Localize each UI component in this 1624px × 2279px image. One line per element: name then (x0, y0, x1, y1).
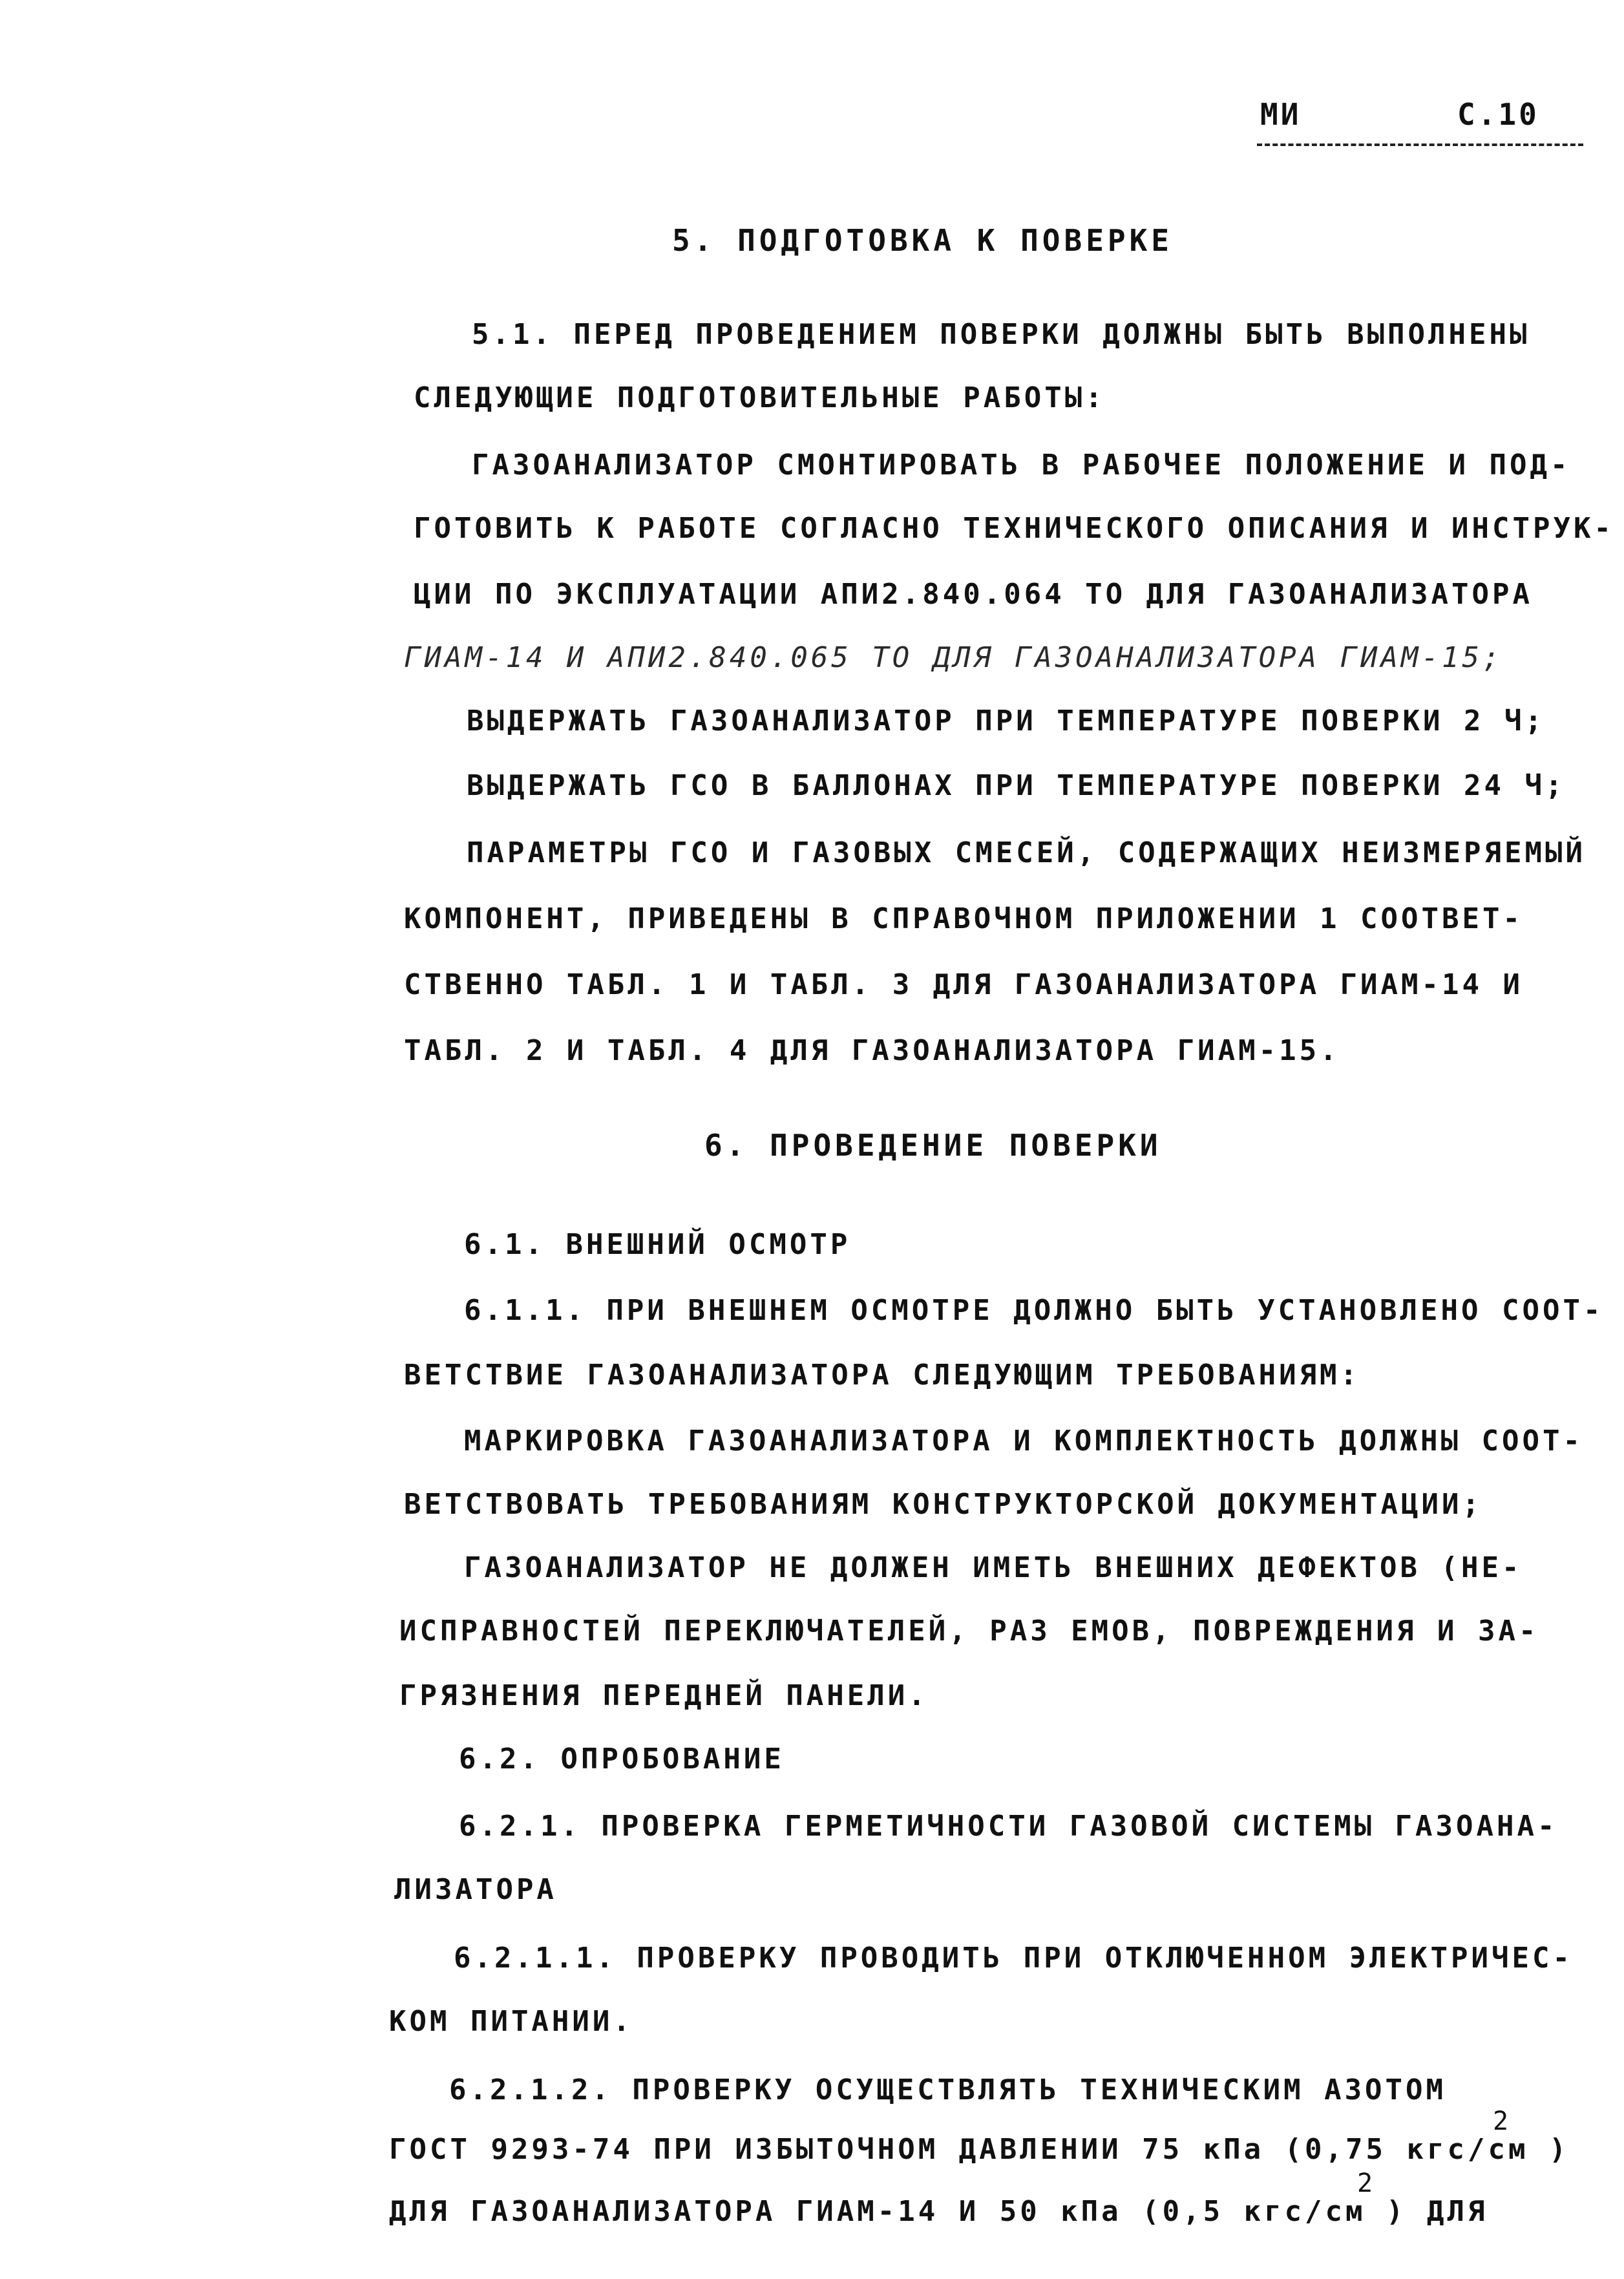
paragraph-line: ГОТОВИТЬ К РАБОТЕ СОГЛАСНО ТЕХНИЧЕСКОГО ОПИСАНИЯ И ИНСТРУК- (414, 512, 1614, 545)
paragraph-line: ИСПРАВНОСТЕЙ ПЕРЕКЛЮЧАТЕЛЕЙ, РАЗ ЕМОВ, ПОВРЕЖДЕНИЯ И ЗА- (399, 1615, 1539, 1648)
paragraph-line: ВЫДЕРЖАТЬ ГСО В БАЛЛОНАХ ПРИ ТЕМПЕРАТУРЕ ПОВЕРКИ 24 Ч; (467, 769, 1566, 802)
paragraph-line: КОМ ПИТАНИИ. (389, 2005, 633, 2038)
header-rule (1257, 143, 1583, 146)
paragraph-line: ГОСТ 9293-74 ПРИ ИЗБЫТОЧНОМ ДАВЛЕНИИ 75 кПа (0,75 кгс/см ) (389, 2133, 1570, 2166)
paragraph-line: СТВЕННО ТАБЛ. 1 И ТАБЛ. 3 ДЛЯ ГАЗОАНАЛИЗАТОРА ГИАМ-14 И (404, 968, 1523, 1001)
paragraph-line: 6.1. ВНЕШНИЙ ОСМОТР (464, 1228, 851, 1261)
paragraph-line: ВЕТСТВИЕ ГАЗОАНАЛИЗАТОРА СЛЕДУЮЩИМ ТРЕБОВАНИЯМ: (404, 1359, 1361, 1392)
paragraph-line: ПАРАМЕТРЫ ГСО И ГАЗОВЫХ СМЕСЕЙ, СОДЕРЖАЩИХ НЕИЗМЕРЯЕМЫЙ (467, 836, 1586, 869)
section-6-title: 6. ПРОВЕДЕНИЕ ПОВЕРКИ (704, 1128, 1162, 1163)
paragraph-line: 6.2.1.2. ПРОВЕРКУ ОСУЩЕСТВЛЯТЬ ТЕХНИЧЕСКИМ АЗОТОМ (449, 2073, 1447, 2106)
paragraph-line: ДЛЯ ГАЗОАНАЛИЗАТОРА ГИАМ-14 И 50 кПа (0,5 кгс/см ) ДЛЯ (389, 2195, 1488, 2228)
paragraph-line: ТАБЛ. 2 И ТАБЛ. 4 ДЛЯ ГАЗОАНАЛИЗАТОРА ГИАМ-15. (404, 1034, 1340, 1067)
superscript-exponent: 2 (1357, 2168, 1373, 2198)
paragraph-line: КОМПОНЕНТ, ПРИВЕДЕНЫ В СПРАВОЧНОМ ПРИЛОЖЕНИИ 1 СООТВЕТ- (404, 902, 1523, 935)
paragraph-line: ЛИЗАТОРА (394, 1873, 557, 1906)
paragraph-line: МАРКИРОВКА ГАЗОАНАЛИЗАТОРА И КОМПЛЕКТНОСТЬ ДОЛЖНЫ СООТ- (464, 1425, 1583, 1458)
paragraph-line: ГИАМ-14 И АПИ2.840.065 ТО ДЛЯ ГАЗОАНАЛИЗАТОРА ГИАМ-15; (404, 641, 1503, 674)
paragraph-line: 5.1. ПЕРЕД ПРОВЕДЕНИЕМ ПОВЕРКИ ДОЛЖНЫ БЫТЬ ВЫПОЛНЕНЫ (472, 318, 1530, 351)
paragraph-line: СЛЕДУЮЩИЕ ПОДГОТОВИТЕЛЬНЫЕ РАБОТЫ: (414, 381, 1106, 414)
document-code: МИ (1260, 97, 1302, 132)
paragraph-line: 6.2.1.1. ПРОВЕРКУ ПРОВОДИТЬ ПРИ ОТКЛЮЧЕННОМ ЭЛЕКТРИЧЕС- (454, 1942, 1573, 1975)
paragraph-line: ВЕТСТВОВАТЬ ТРЕБОВАНИЯМ КОНСТРУКТОРСКОЙ ДОКУМЕНТАЦИИ; (404, 1488, 1482, 1521)
paragraph-line: ГАЗОАНАЛИЗАТОР НЕ ДОЛЖЕН ИМЕТЬ ВНЕШНИХ ДЕФЕКТОВ (НЕ- (464, 1551, 1523, 1584)
superscript-exponent: 2 (1493, 2106, 1509, 2136)
paragraph-line: 6.2. ОПРОБОВАНИЕ (459, 1743, 785, 1776)
paragraph-line: 6.1.1. ПРИ ВНЕШНЕМ ОСМОТРЕ ДОЛЖНО БЫТЬ УСТАНОВЛЕНО СООТ- (464, 1294, 1604, 1327)
paragraph-line: ВЫДЕРЖАТЬ ГАЗОАНАЛИЗАТОР ПРИ ТЕМПЕРАТУРЕ ПОВЕРКИ 2 Ч; (467, 705, 1545, 737)
page-number: С.10 (1457, 97, 1539, 132)
paragraph-line: ГАЗОАНАЛИЗАТОР СМОНТИРОВАТЬ В РАБОЧЕЕ ПОЛОЖЕНИЕ И ПОД- (472, 449, 1571, 482)
paragraph-line: 6.2.1. ПРОВЕРКА ГЕРМЕТИЧНОСТИ ГАЗОВОЙ СИСТЕМЫ ГАЗОАНА- (459, 1810, 1558, 1843)
paragraph-line: ГРЯЗНЕНИЯ ПЕРЕДНЕЙ ПАНЕЛИ. (399, 1679, 929, 1712)
section-5-title: 5. ПОДГОТОВКА К ПОВЕРКЕ (672, 223, 1173, 258)
paragraph-line: ЦИИ ПО ЭКСПЛУАТАЦИИ АПИ2.840.064 ТО ДЛЯ ГАЗОАНАЛИЗАТОРА (414, 578, 1533, 611)
